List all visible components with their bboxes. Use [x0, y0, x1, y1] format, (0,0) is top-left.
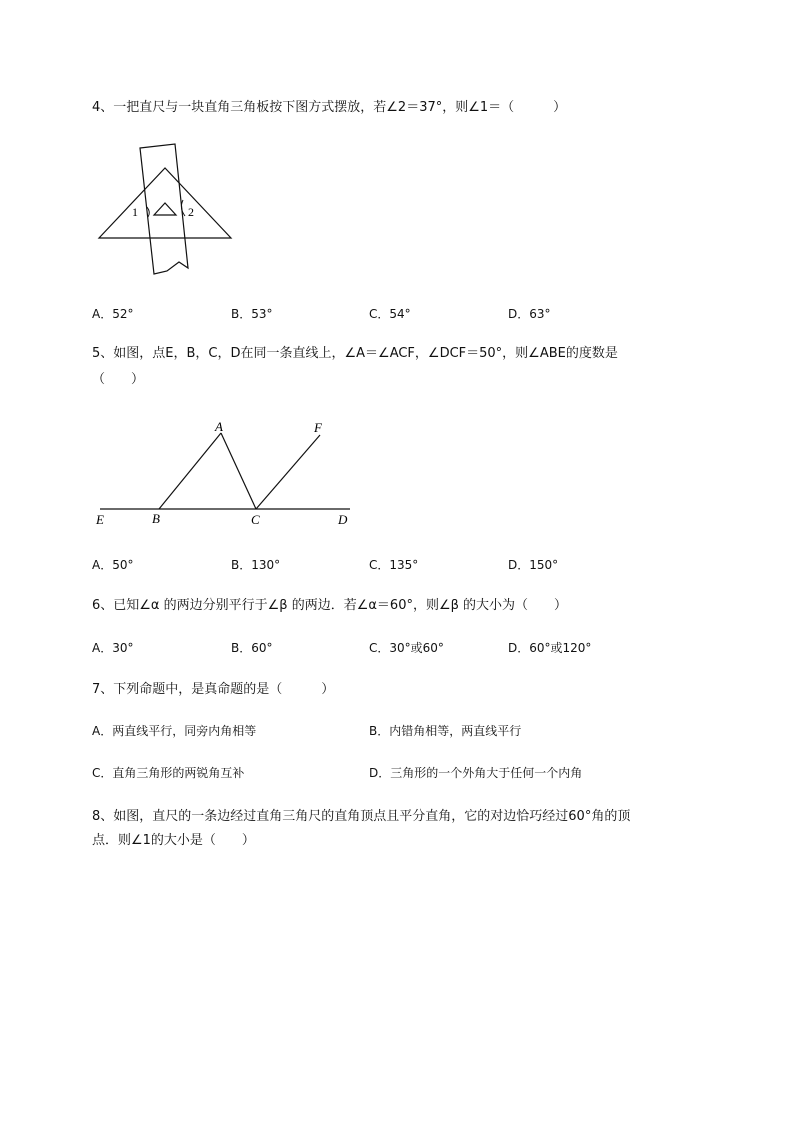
- q4-option-d[interactable]: D．63°: [508, 307, 551, 321]
- q4-option-a[interactable]: A．52°: [92, 307, 134, 321]
- question-5-stem-line-1: 5、如图，点E，B，C，D在同一条直线上，∠A＝∠ACF，∠DCF＝50°，则∠ABE的度数是: [92, 346, 618, 361]
- point-c-label: C: [251, 512, 260, 527]
- angle-1-label: 1: [132, 205, 138, 219]
- question-4-stem: 4、一把直尺与一块直角三角板按下图方式摆放，若∠2＝37°，则∠1＝（ ）: [92, 100, 567, 115]
- question-5-stem-line-2: （ ）: [92, 372, 145, 387]
- q6-option-a[interactable]: A．30°: [92, 641, 134, 655]
- q5-option-d[interactable]: D．150°: [508, 558, 559, 572]
- q5-option-c[interactable]: C．135°: [369, 558, 419, 572]
- question-7-stem: 7、下列命题中，是真命题的是（ ）: [92, 682, 335, 697]
- angle-2-label: 2: [188, 205, 194, 219]
- point-b-label: B: [152, 511, 160, 526]
- inner-triangle: [154, 203, 176, 215]
- segment-ba: [159, 433, 221, 509]
- point-e-label: E: [96, 512, 104, 527]
- question-5-figure: [90, 415, 360, 530]
- question-8-stem-line-1: 8、如图，直尺的一条边经过直角三角尺的直角顶点且平分直角，它的对边恰巧经过60°角的顶: [92, 809, 631, 824]
- q6-option-d[interactable]: D．60°或120°: [508, 641, 592, 655]
- segment-ac: [221, 433, 256, 509]
- q4-option-b[interactable]: B．53°: [231, 307, 273, 321]
- q6-option-b[interactable]: B．60°: [231, 641, 273, 655]
- q5-option-a[interactable]: A．50°: [92, 558, 134, 572]
- point-d-label: D: [338, 512, 348, 527]
- ruler: [140, 144, 188, 274]
- q7-option-d[interactable]: D．三角形的一个外角大于任何一个内角: [369, 766, 583, 780]
- q5-option-b[interactable]: B．130°: [231, 558, 281, 572]
- q7-option-b[interactable]: B．内错角相等，两直线平行: [369, 724, 522, 738]
- question-8-stem-line-2: 点．则∠1的大小是（ ）: [92, 833, 255, 848]
- q7-option-a[interactable]: A．两直线平行，同旁内角相等: [92, 724, 257, 738]
- segment-cf: [256, 435, 320, 509]
- point-a-label: A: [215, 419, 223, 434]
- question-6-stem: 6、已知∠α 的两边分别平行于∠β 的两边．若∠α＝60°，则∠β 的大小为（ ）: [92, 598, 568, 613]
- q7-option-c[interactable]: C．直角三角形的两锐角互补: [92, 766, 245, 780]
- q4-option-c[interactable]: C．54°: [369, 307, 411, 321]
- point-f-label: F: [314, 420, 322, 435]
- q6-option-c[interactable]: C．30°或60°: [369, 641, 444, 655]
- question-4-figure: [95, 140, 240, 280]
